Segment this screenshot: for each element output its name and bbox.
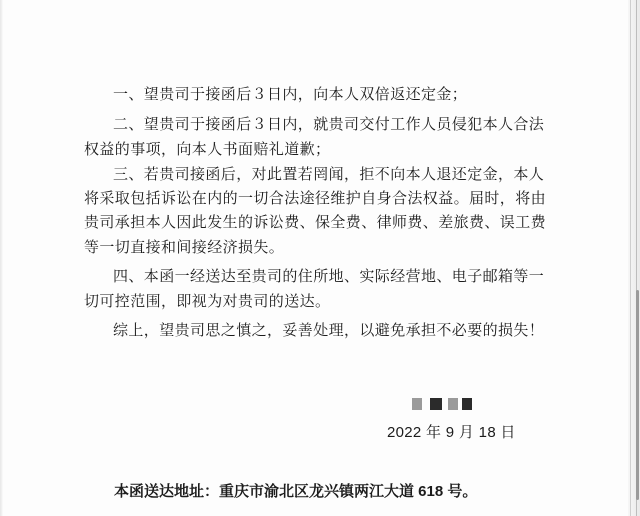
clause-four-line-2: 切可控范围，即视为对贵司的送达。	[84, 292, 331, 310]
clause-two-line-1: 二、望贵司于接函后３日内，就贵司交付工作人员侵犯本人合法	[113, 115, 545, 133]
letter-date: 2022 年 9 月 18 日	[387, 424, 516, 441]
address-value: 重庆市渝北区龙兴镇两江大道 618 号。	[219, 483, 478, 500]
closing-remark: 综上，望贵司思之慎之，妥善处理，以避免承担不必要的损失！	[113, 321, 545, 339]
redaction-block	[412, 398, 422, 410]
clause-three-line-4: 等一切直接和间接经济损失。	[84, 238, 285, 256]
page-edge-line	[630, 0, 631, 516]
redacted-signature	[412, 398, 472, 410]
redaction-block	[430, 398, 442, 410]
clause-one: 一、望贵司于接函后３日内，向本人双倍返还定金；	[113, 85, 468, 103]
clause-four-line-1: 四、本函一经送达至贵司的住所地、实际经营地、电子邮箱等一	[113, 267, 545, 285]
page-left-shadow	[0, 0, 3, 516]
clause-three-line-3: 贵司承担本人因此发生的诉讼费、保全费、律师费、差旅费、误工费	[84, 213, 547, 231]
redaction-block	[462, 398, 472, 410]
scrollbar-thumb[interactable]	[636, 290, 639, 500]
redaction-block	[448, 398, 458, 410]
address-label: 本函送达地址：	[114, 483, 220, 500]
clause-three-line-2: 将采取包括诉讼在内的一切合法途径维护自身合法权益。届时，将由	[84, 189, 547, 207]
clause-three-line-1: 三、若贵司接函后，对此置若罔闻，拒不向本人退还定金，本人	[113, 165, 545, 183]
clause-two-line-2: 权益的事项，向本人书面赔礼道歉；	[84, 140, 331, 158]
delivery-address	[114, 483, 477, 501]
